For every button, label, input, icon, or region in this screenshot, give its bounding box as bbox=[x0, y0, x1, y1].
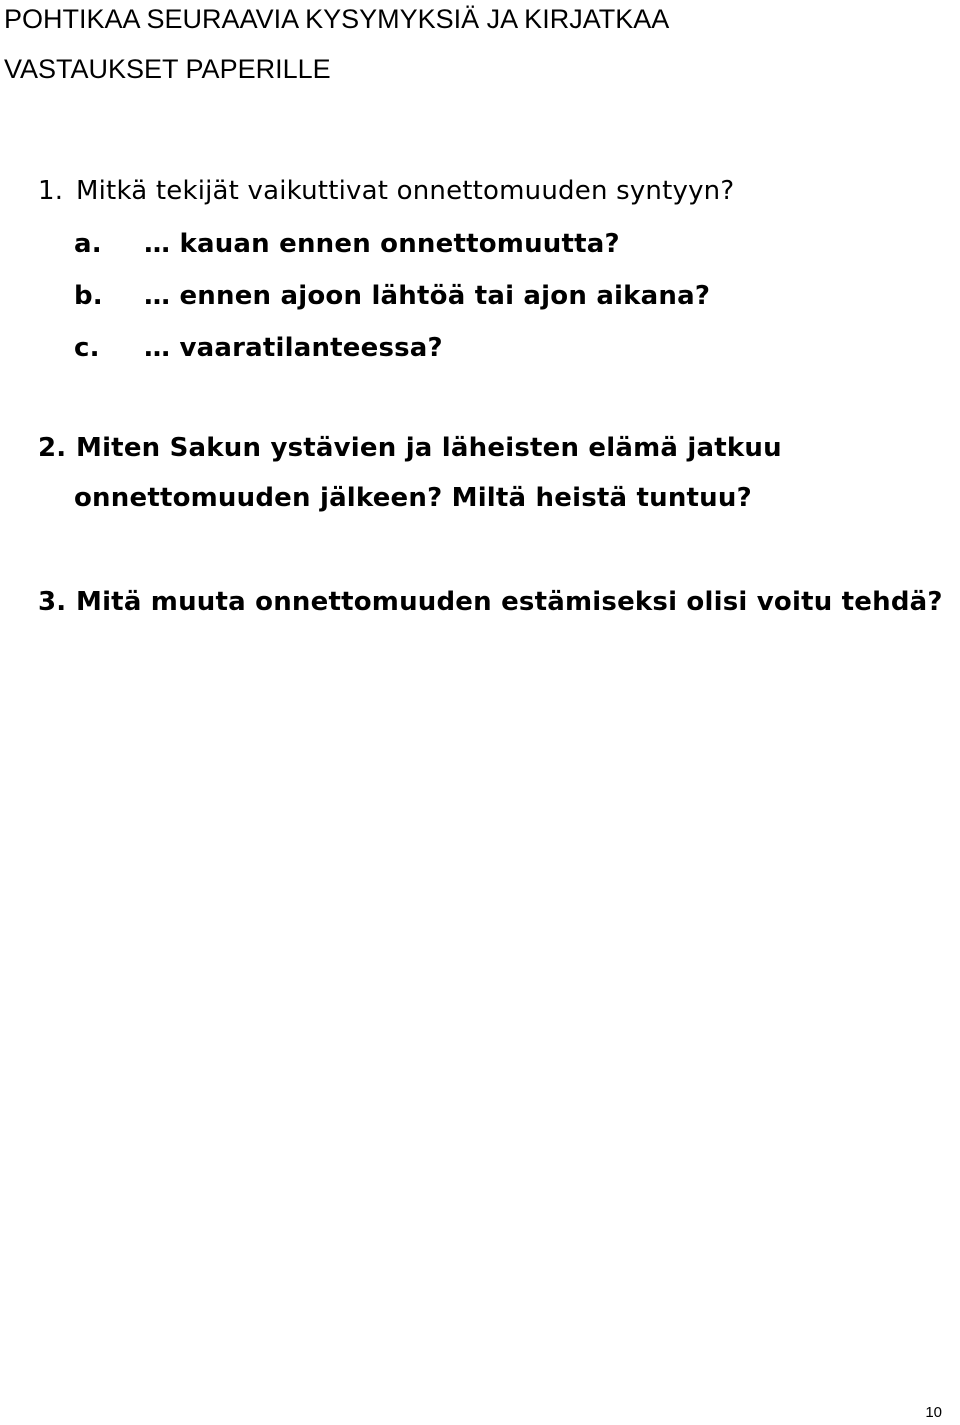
question-1c bbox=[74, 331, 443, 365]
question-1c-text: … vaaratilanteessa? bbox=[144, 333, 443, 363]
question-2-line-1 bbox=[38, 431, 782, 465]
question-1-text: Mitkä tekijät vaikuttivat onnettomuuden syntyyn? bbox=[76, 176, 735, 206]
question-1b-letter: b. bbox=[74, 281, 103, 311]
page-number: 10 bbox=[925, 1404, 942, 1421]
question-1a bbox=[74, 227, 620, 261]
question-2-line-2: onnettomuuden jälkeen? Miltä heistä tuntuu? bbox=[74, 483, 752, 513]
question-1a-letter: a. bbox=[74, 229, 102, 259]
question-1c-letter: c. bbox=[74, 333, 100, 363]
question-2-text-line-1: Miten Sakun ystävien ja läheisten elämä jatkuu bbox=[76, 433, 782, 463]
question-1b bbox=[74, 279, 710, 313]
question-1-number: 1. bbox=[38, 176, 64, 206]
question-3-number: 3. bbox=[38, 587, 67, 617]
question-2-number: 2. bbox=[38, 433, 67, 463]
question-1b-text: … ennen ajoon lähtöä tai ajon aikana? bbox=[144, 281, 711, 311]
question-1-line bbox=[38, 174, 734, 208]
title-line-2: VASTAUKSET PAPERILLE bbox=[4, 54, 331, 84]
question-3-line bbox=[38, 585, 943, 619]
question-3-text: Mitä muuta onnettomuuden estämiseksi olisi voitu tehdä? bbox=[76, 587, 943, 617]
question-1a-text: … kauan ennen onnettomuutta? bbox=[144, 229, 620, 259]
title-line-1: POHTIKAA SEURAAVIA KYSYMYKSIÄ JA KIRJATKAA bbox=[4, 4, 670, 34]
